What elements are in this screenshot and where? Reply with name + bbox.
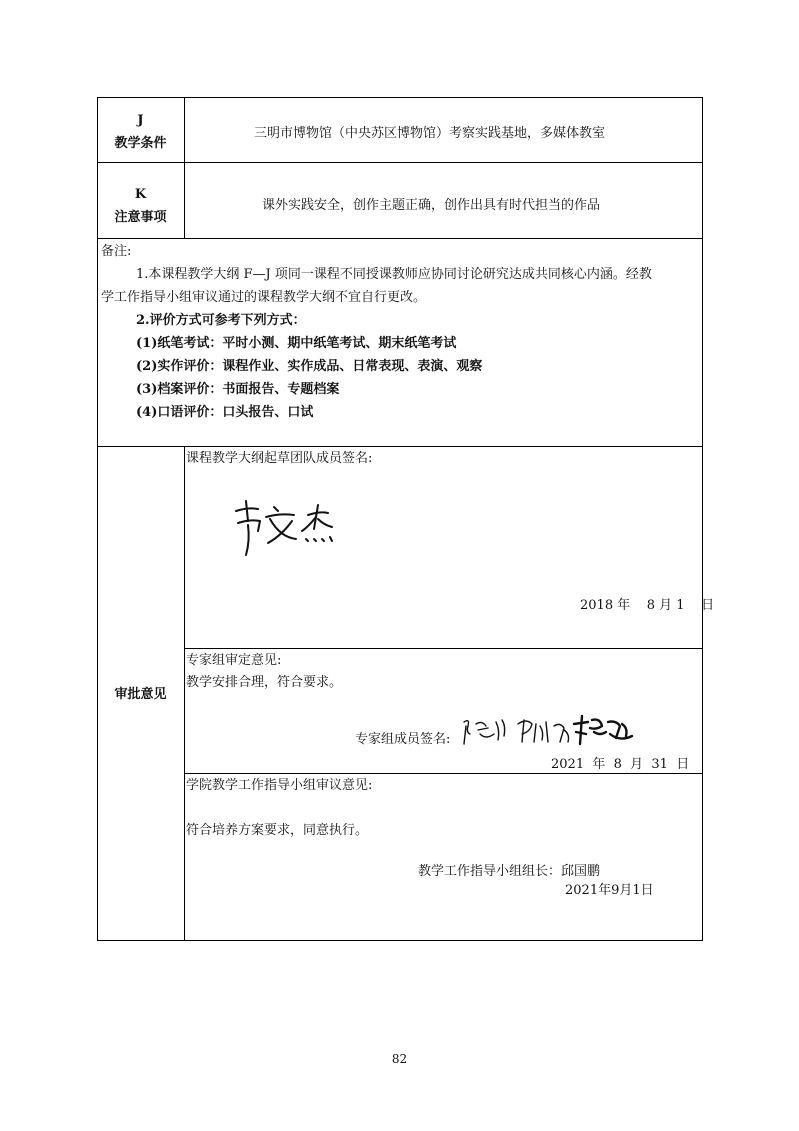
college-leader: 教学工作指导小组组长：邱国鹏 [418, 864, 601, 879]
syllabus-table [97, 97, 703, 941]
notes-line-4: (1)纸笔考试：平时小测、期中纸笔考试、期末纸笔考试 [136, 336, 457, 351]
notes-line-1: 1.本课程教学大纲 F—J 项同一课程不同授课教师应协同讨论研究达成共同核心内涵。经教 [136, 267, 652, 282]
notes-line-3: 2.评价方式可参考下列方式： [136, 313, 306, 328]
notes-line-6: (3)档案评价：书面报告、专题档案 [136, 382, 340, 397]
notes-line-7: (4)口语评价：口头报告、口试 [136, 405, 314, 420]
college-title: 学院教学工作指导小组审议意见: [186, 778, 373, 793]
row-divider [97, 162, 703, 163]
college-opinion: 符合培养方案要求，同意执行。 [186, 823, 369, 838]
row-divider [97, 446, 703, 447]
notes-line-2: 学工作指导小组审议通过的课程教学大纲不宜自行更改。 [101, 290, 427, 305]
drafting-date: 2018 年 8 月 1 日 [580, 598, 715, 613]
row-j-content: 三明市博物馆（中央苏区博物馆）考察实践基地，多媒体教室 [254, 126, 606, 141]
row-divider [184, 773, 703, 774]
row-k-code: K [134, 187, 147, 202]
notes-line-5: (2)实作评价：课程作业、实作成品、日常表现、表演、观察 [136, 359, 483, 374]
drafter-signature [228, 497, 348, 557]
row-divider [97, 238, 703, 239]
expert-sign-label: 专家组成员签名: [355, 732, 451, 747]
expert-date: 2021 年 8 月 31 日 [551, 757, 690, 772]
row-j-code: J [137, 113, 144, 128]
row-j-label: 教学条件 [114, 136, 167, 151]
notes-title: 备注: [101, 244, 132, 259]
drafting-title: 课程教学大纲起草团队成员签名: [186, 451, 373, 466]
college-date: 2021年9月1日 [565, 883, 654, 898]
expert-opinion: 教学安排合理，符合要求。 [186, 675, 343, 690]
column-divider [184, 446, 185, 941]
row-k-content: 课外实践安全，创作主题正确，创作出具有时代担当的作品 [262, 198, 601, 213]
page-number: 82 [391, 1052, 408, 1066]
row-k-label: 注意事项 [114, 210, 167, 225]
expert-signatures [460, 712, 640, 748]
column-divider [184, 97, 185, 238]
expert-title: 专家组审定意见: [186, 653, 282, 668]
row-divider [184, 648, 703, 649]
review-label: 审批意见 [114, 687, 167, 702]
